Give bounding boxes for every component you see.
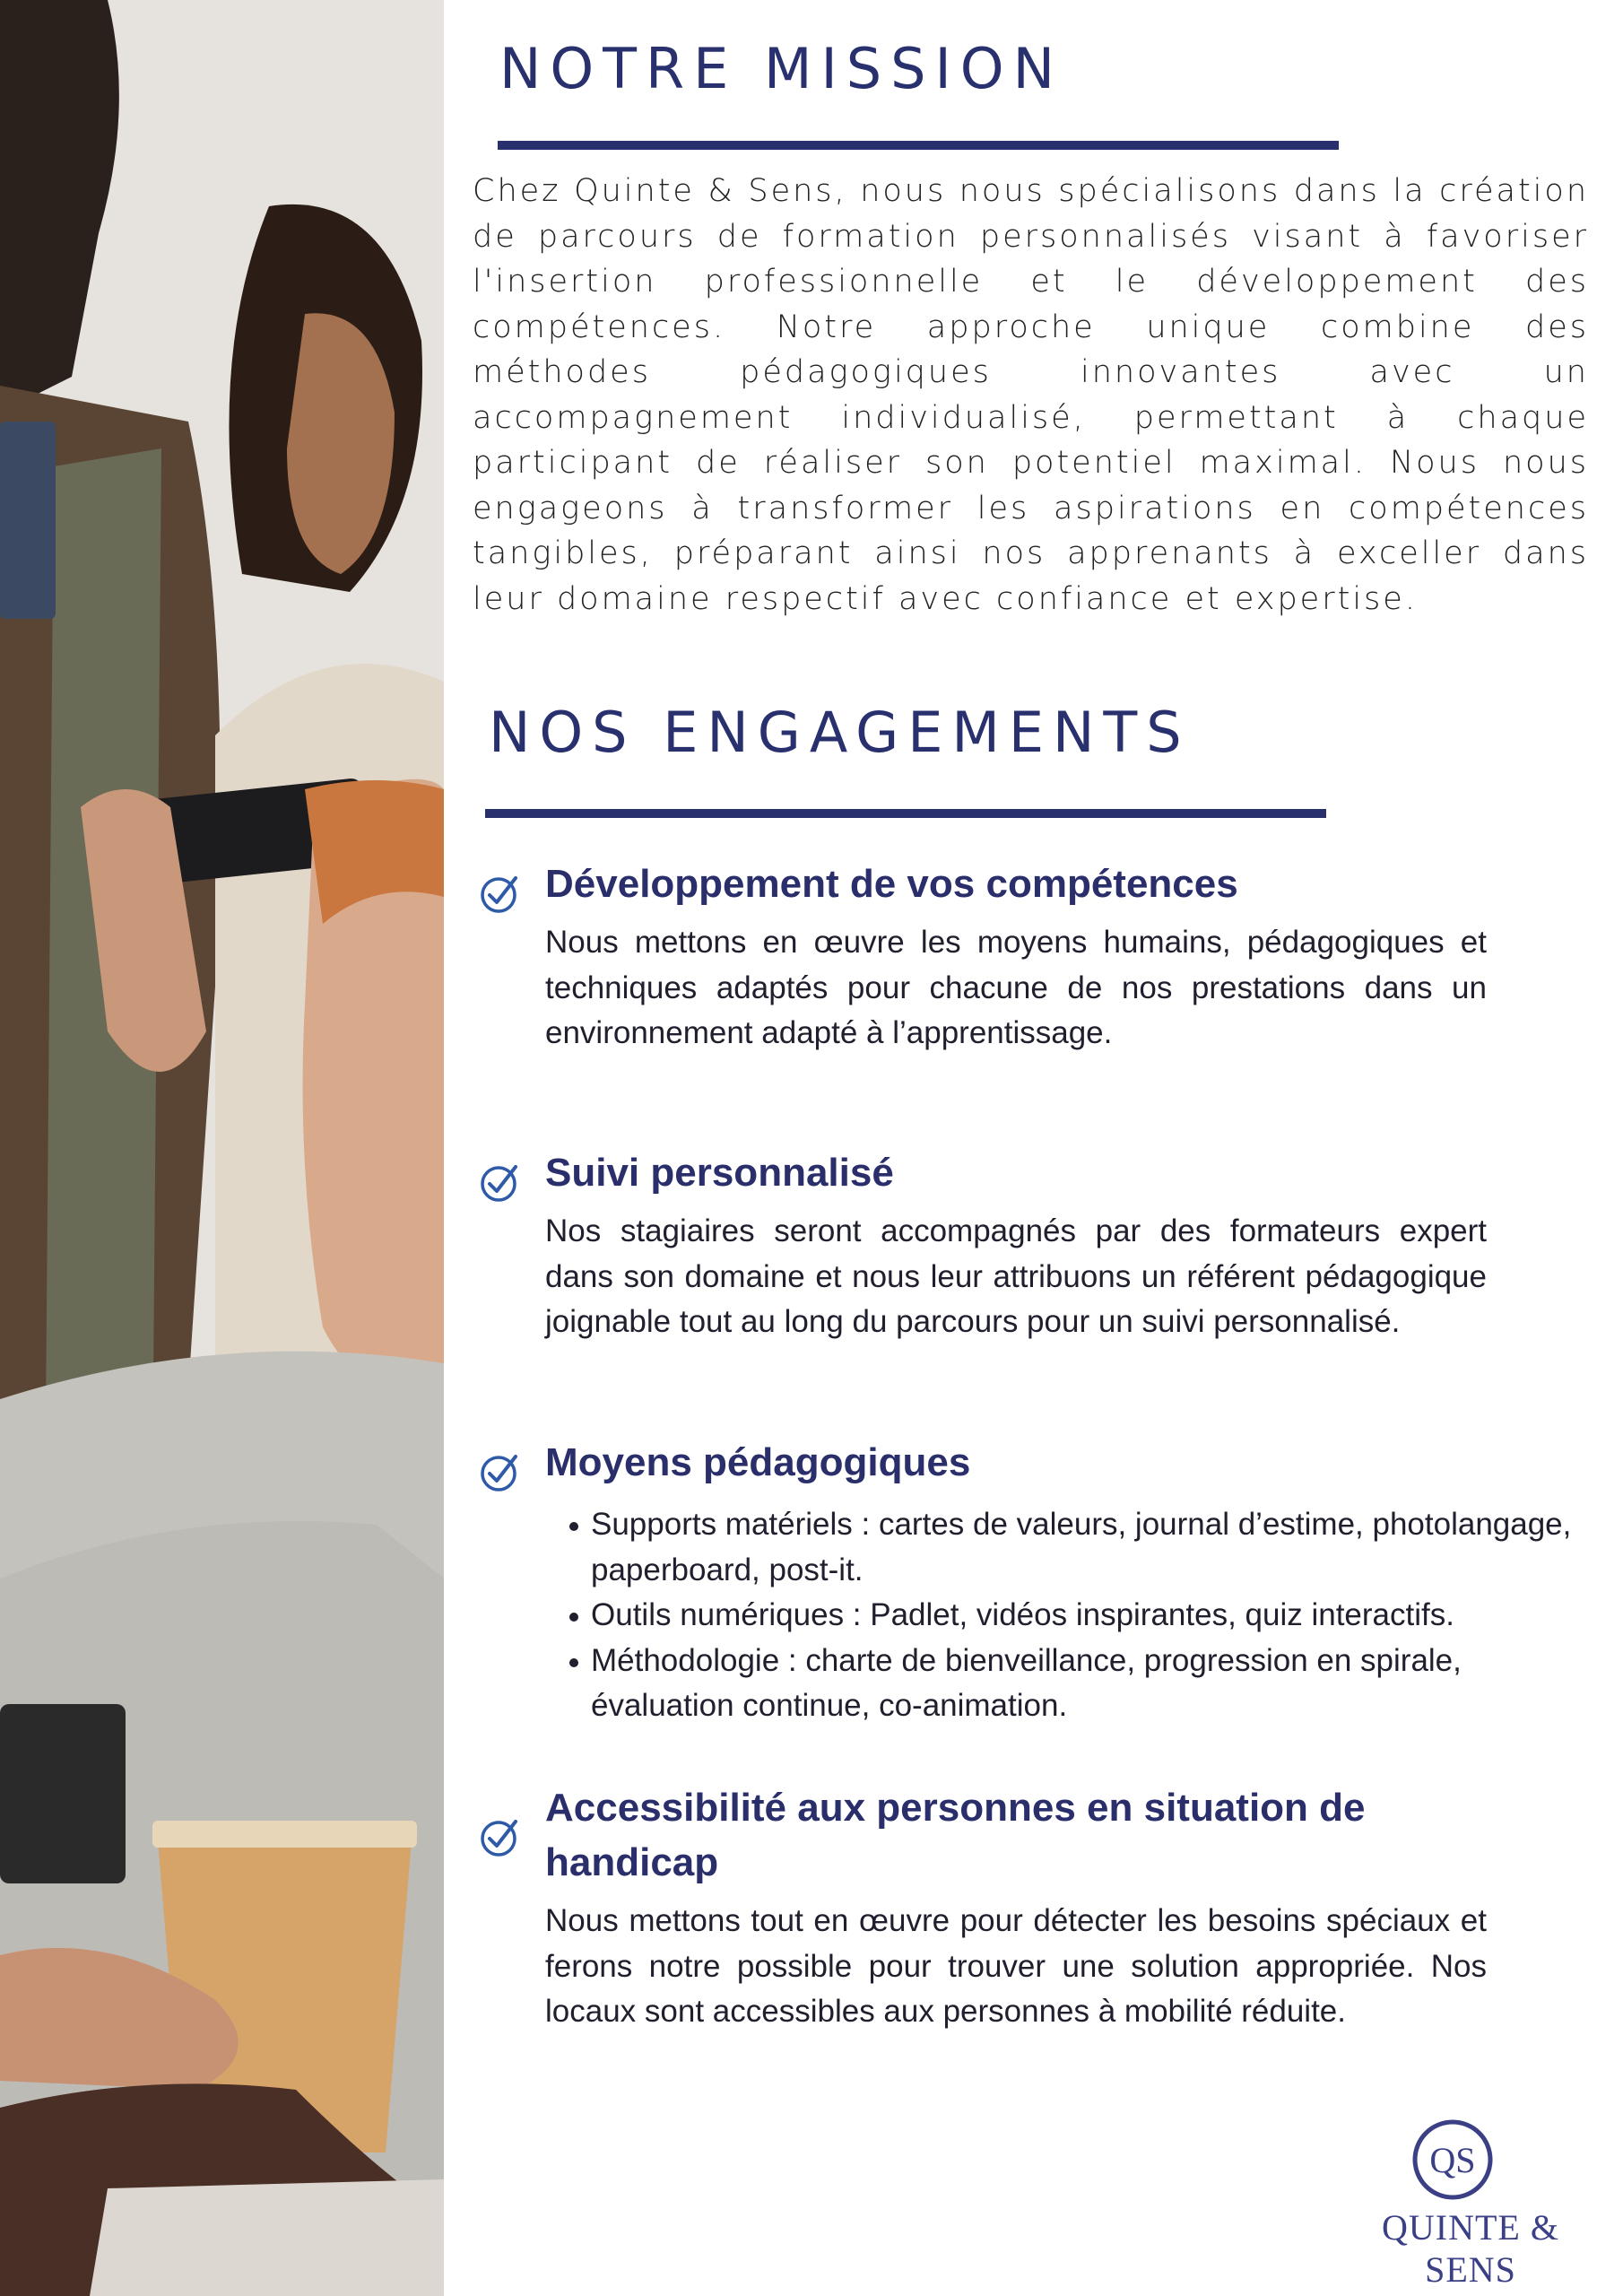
check-circle-icon	[480, 873, 521, 914]
engagement-text: Nous mettons tout en œuvre pour détecter les besoins spéciaux et ferons notre possible pour trouver une solution appropriée. Nos locaux sont accessibles aux personnes à mobilité réduite.	[545, 1903, 1487, 2029]
engagement-item-accessibilite	[480, 1780, 1592, 2035]
moyens-list	[569, 1502, 1592, 1729]
list-item: Outils numériques : Padlet, vidéos inspirantes, quiz interactifs.	[569, 1593, 1592, 1639]
engagement-heading: Moyens pédagogiques	[545, 1440, 971, 1484]
svg-text:QS: QS	[1429, 2140, 1476, 2180]
mission-text: Chez Quinte & Sens, nous nous spécialisons dans la création de parcours de formation personnalisés visant à favoriser l'insertion professionnelle et le développement des compétences. Notre approche unique combine des méthodes pédagogiques innovantes avec un accompagnement individualisé, permettant à chaque participant de réaliser son potentiel maximal. Nous nous engageons à transformer les aspirations en compétences tangibles, préparant ainsi nos apprenants à exceller dans leur domaine respectif avec confiance et expertise.	[473, 173, 1589, 617]
engagement-heading: Développement de vos compétences	[545, 862, 1238, 906]
engagement-text: Nos stagiaires seront accompagnés par des formateurs expert dans son domaine et nous leur attribuons un référent pédagogique joignable tout au long du parcours pour un suivi personnalisé.	[545, 1213, 1487, 1339]
check-circle-icon	[480, 1451, 521, 1492]
engagement-item-competences	[480, 857, 1592, 1057]
logo-wordmark: QUINTE & SENS	[1382, 2207, 1559, 2290]
quinte-sens-logo	[1336, 2117, 1605, 2290]
check-circle-icon	[480, 1161, 521, 1203]
engagement-heading: Suivi personnalisé	[545, 1151, 894, 1195]
engagements-title: NOS ENGAGEMENTS	[489, 700, 1191, 765]
engagement-item-moyens	[480, 1435, 1592, 1729]
engagements-title-rule	[485, 809, 1326, 818]
team-photo-illustration	[0, 0, 444, 2296]
mission-title-rule	[498, 141, 1339, 150]
team-photo	[0, 0, 444, 2296]
check-circle-icon	[480, 1816, 521, 1857]
qs-monogram-icon	[1410, 2117, 1496, 2203]
content-column	[444, 0, 1623, 2296]
engagement-text: Nous mettons en œuvre les moyens humains, pédagogiques et techniques adaptés pour chacune de nos prestations dans un environnement adapté à l’apprentissage.	[545, 925, 1487, 1050]
list-item: Méthodologie : charte de bienveillance, progression en spirale, évaluation continue, co-animation.	[569, 1639, 1592, 1729]
engagement-heading: Accessibilité aux personnes en situation de handicap	[545, 1786, 1366, 1884]
mission-title: NOTRE MISSION	[499, 36, 1063, 101]
list-item: Supports matériels : cartes de valeurs, journal d’estime, photolangage, paperboard, post-it.	[569, 1502, 1592, 1593]
engagement-item-suivi	[480, 1145, 1592, 1345]
